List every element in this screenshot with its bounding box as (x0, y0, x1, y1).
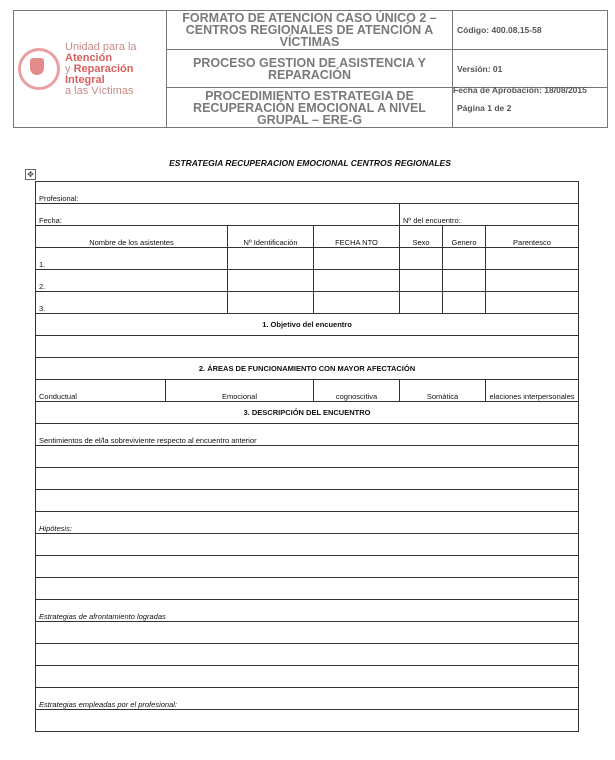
area-relaciones[interactable]: elaciones interpersonales (486, 380, 579, 402)
col-gender: Genero (443, 226, 486, 248)
code: Código: 400.08.15-58 (453, 11, 608, 50)
procedure: PROCEDIMIENTO ESTRATEGIA DE RECUPERACIÓN EMOCIONAL A NIVEL GRUPAL – ERE-G (167, 88, 453, 128)
area-conductual[interactable]: Conductual (36, 380, 166, 402)
page-number: Página 1 de 2 (453, 88, 608, 128)
form-title: ESTRATEGIA RECUPERACION EMOCIONAL CENTROS REGIONALES (169, 158, 451, 168)
attendee-cell[interactable] (228, 292, 314, 314)
area-cognoscitiva[interactable]: cognoscitiva (314, 380, 400, 402)
table-row (36, 270, 579, 292)
form-table (35, 181, 579, 732)
attendee-name-cell[interactable]: 2. (36, 270, 228, 292)
hypothesis-field[interactable] (36, 534, 579, 556)
area-somatica[interactable]: Somática (400, 380, 486, 402)
hypothesis-field[interactable] (36, 556, 579, 578)
feelings-field[interactable] (36, 468, 579, 490)
col-sex: Sexo (400, 226, 443, 248)
feelings-field[interactable] (36, 490, 579, 512)
professional-field[interactable]: Profesional: (36, 182, 579, 204)
attendee-cell[interactable] (314, 270, 400, 292)
attendee-cell[interactable] (400, 292, 443, 314)
attendee-cell[interactable] (443, 292, 486, 314)
process: PROCESO GESTION DE ASISTENCIA Y REPARACIÓN (167, 50, 453, 88)
attendee-cell[interactable] (443, 270, 486, 292)
attendee-cell[interactable] (443, 248, 486, 270)
area-emocional[interactable]: Emocional (166, 380, 314, 402)
attendee-cell[interactable] (400, 248, 443, 270)
hypothesis-label: Hipótesis: (36, 512, 579, 534)
meeting-no-field[interactable]: Nº del encuentro: (400, 204, 579, 226)
col-relationship: Parentesco (486, 226, 579, 248)
attendee-cell[interactable] (314, 248, 400, 270)
table-row (36, 292, 579, 314)
table-row (36, 248, 579, 270)
date-field[interactable]: Fecha: (36, 204, 400, 226)
attendee-cell[interactable] (314, 292, 400, 314)
attendee-cell[interactable] (228, 248, 314, 270)
version: Versión: 01 (453, 50, 608, 88)
feelings-label: Sentimientos de el/la sobreviviente respecto al encuentro anterior (36, 424, 579, 446)
attendee-cell[interactable] (486, 292, 579, 314)
unidad-victimas-logo (14, 42, 166, 97)
section-objective: 1. Objetivo del encuentro (36, 314, 579, 336)
strategies-field[interactable] (36, 710, 579, 732)
col-id: Nº Identificación (228, 226, 314, 248)
coping-field[interactable] (36, 666, 579, 688)
attendee-cell[interactable] (400, 270, 443, 292)
format-title: FORMATO DE ATENCION CASO ÚNICO 2 –CENTROS REGIONALES DE ATENCIÓN A VÍCTIMAS (167, 11, 453, 50)
section-description: 3. DESCRIPCIÓN DEL ENCUENTRO (36, 402, 579, 424)
feelings-field[interactable] (36, 446, 579, 468)
attendee-cell[interactable] (228, 270, 314, 292)
col-name: Nombre de los asistentes (36, 226, 228, 248)
section-areas: 2. ÁREAS DE FUNCIONAMIENTO CON MAYOR AFECTACIÓN (36, 358, 579, 380)
approval-date: Fecha de Aprobación: 18/08/2015 (453, 85, 587, 95)
objective-field[interactable] (36, 336, 579, 358)
strategies-label: Estrategias empleadas por el profesional: (36, 688, 579, 710)
logo-cell (14, 11, 167, 128)
logo-text: Unidad para la Atención y Reparación Integral a las Víctimas (65, 40, 137, 97)
hypothesis-field[interactable] (36, 578, 579, 600)
col-birthdate: FECHA NTO (314, 226, 400, 248)
document-header (13, 10, 608, 128)
coping-field[interactable] (36, 644, 579, 666)
coping-label: Estrategias de afrontamiento logradas (36, 600, 579, 622)
attendee-name-cell[interactable]: 3. (36, 292, 228, 314)
move-handle-icon[interactable]: ✥ (25, 169, 36, 180)
attendee-cell[interactable] (486, 248, 579, 270)
coping-field[interactable] (36, 622, 579, 644)
attendee-cell[interactable] (486, 270, 579, 292)
attendee-name-cell[interactable]: 1. (36, 248, 228, 270)
coat-of-arms-icon (18, 48, 60, 90)
